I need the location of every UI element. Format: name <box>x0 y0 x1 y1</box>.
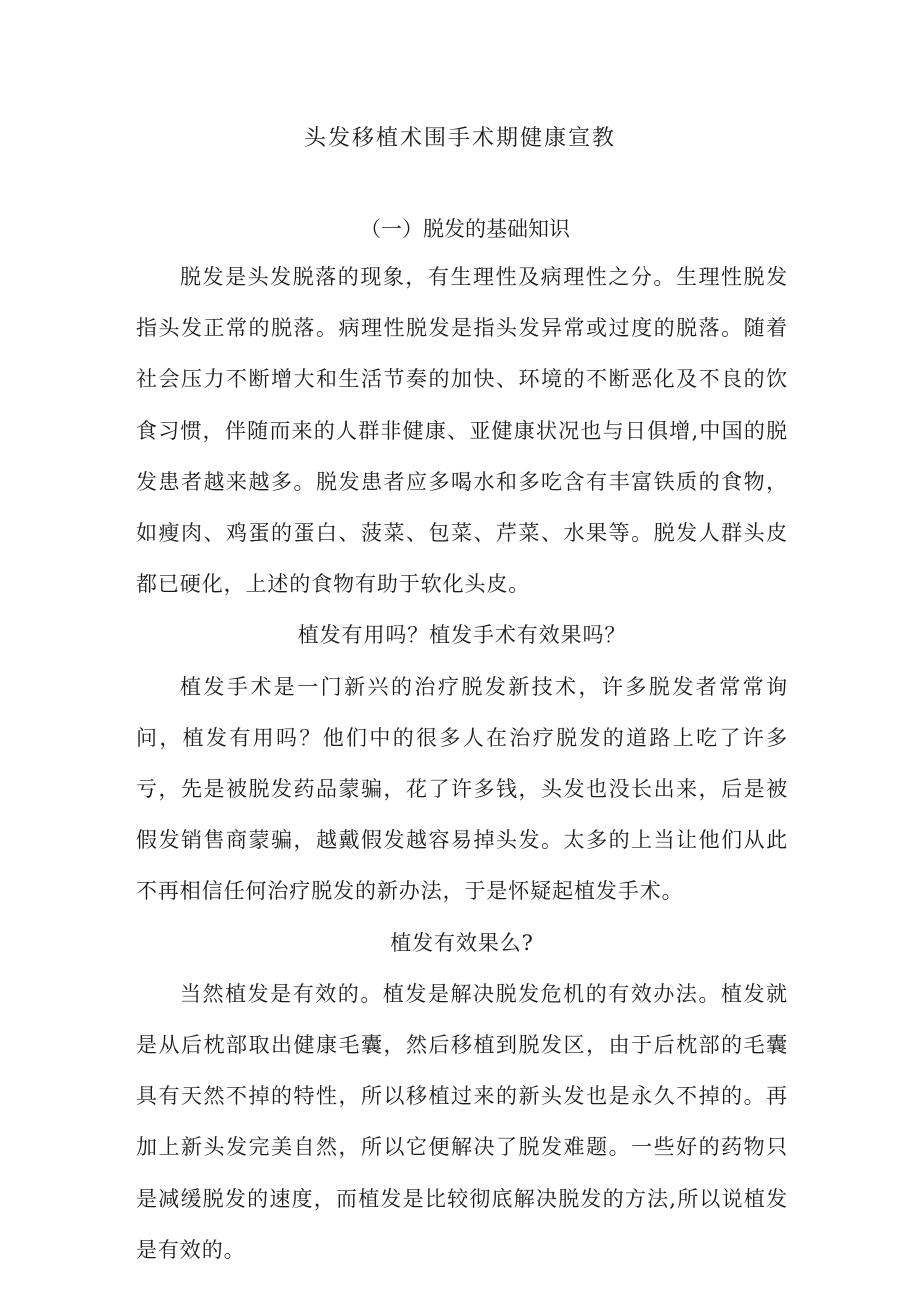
paragraph-hair-loss-basics: 脱发是头发脱落的现象，有生理性及病理性之分。生理性脱发指头发正常的脱落。病理性脱发是指头发异常或过度的脱落。随着社会压力不断增大和生活节奏的加快、环境的不断恶化及不良的饮食习惯，伴随而来的人群非健康、亚健康状况也与日俱增,中国的脱发患者越来越多。脱发患者应多喝水和多吃含有丰富铁质的食物，如瘦肉、鸡蛋的蛋白、菠菜、包菜、芹菜、水果等。脱发人群头皮都已硬化，上述的食物有助于软化头皮。 <box>136 265 788 597</box>
paragraph-transplant-doubts: 植发手术是一门新兴的治疗脱发新技术，许多脱发者常常询问，植发有用吗？他们中的很多人在治疗脱发的道路上吃了许多亏，先是被脱发药品蒙骗，花了许多钱，头发也没长出来，后是被假发销售商蒙骗，越戴假发越容易掉头发。太多的上当让他们从此不再相信任何治疗脱发的新办法，于是怀疑起植发手术。 <box>136 674 788 904</box>
subheading-is-transplant-effective: 植发有效果么? <box>390 930 534 955</box>
section-heading: （一）脱发的基础知识 <box>360 217 570 241</box>
paragraph-transplant-effective: 当然植发是有效的。植发是解决脱发危机的有效办法。植发就是从后枕部取出健康毛囊，然后移植到脱发区，由于后枕部的毛囊具有天然不掉的特性，所以移植过来的新头发也是永久不掉的。再加上新头发完美自然，所以它便解决了脱发难题。一些好的药物只是减缓脱发的速度，而植发是比较彻底解决脱发的方法,所以说植发是有效的。 <box>136 981 788 1262</box>
document-body <box>136 252 788 1276</box>
document-title: 头发移植术围手术期健康宣教 <box>303 126 616 151</box>
subheading-is-transplant-useful: 植发有用吗？植发手术有效果吗？ <box>297 623 627 648</box>
